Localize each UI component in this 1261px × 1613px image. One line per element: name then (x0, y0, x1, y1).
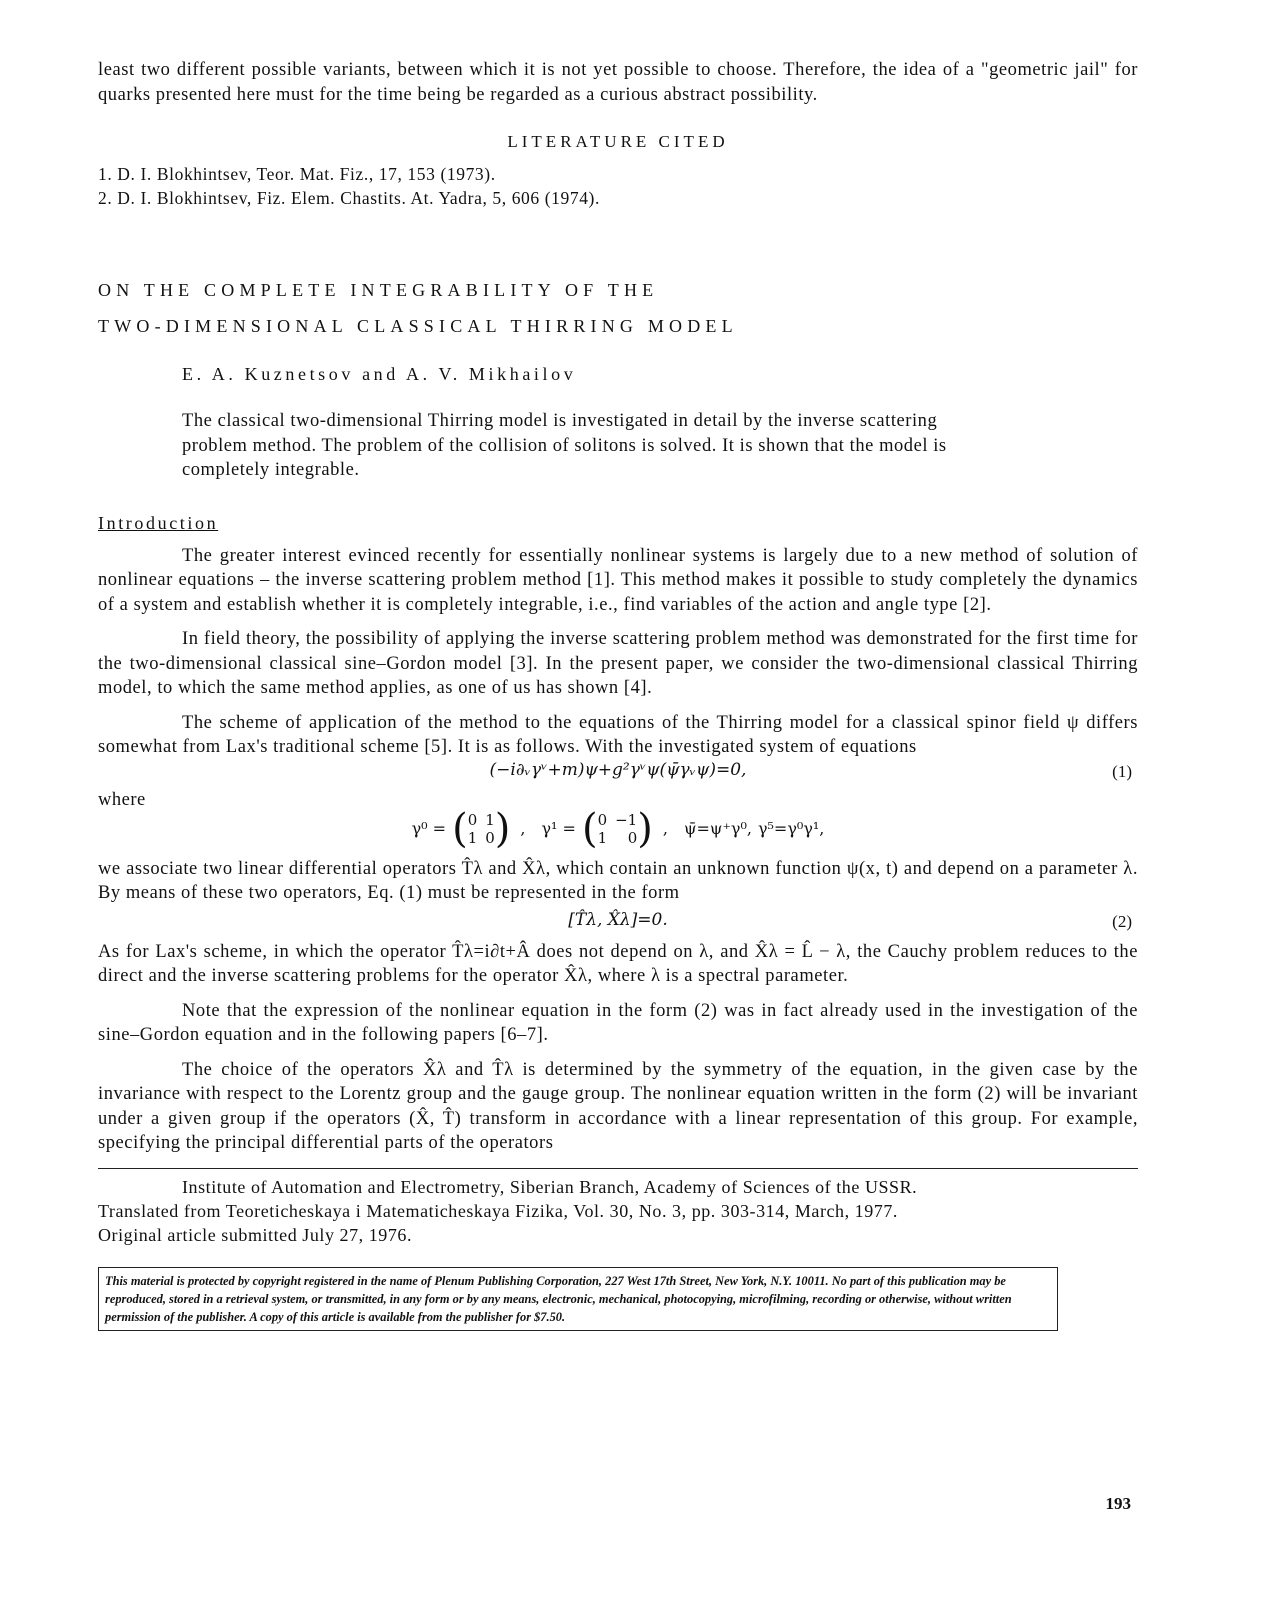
affiliation: Institute of Automation and Electrometry, Siberian Branch, Academy of Sciences of the USSR. (182, 1176, 918, 1197)
page-content (98, 58, 1138, 1331)
authors: E. A. Kuznetsov and A. V. Mikhailov (182, 364, 577, 384)
paragraph: we associate two linear differential operators T̂λ and X̂λ, which contain an unknown function ψ(x, t) and depend on a parameter λ. By means of these two operators, Eq. (1) must be represented in the form (98, 858, 1138, 903)
matrix-cell: 1 (467, 828, 478, 847)
article-title (98, 272, 1138, 344)
reference-list (98, 162, 1138, 210)
matrix-cell: 0 (597, 810, 608, 829)
reference-item: 2. D. I. Blokhintsev, Fiz. Elem. Chastits. At. Yadra, 5, 606 (1974). (98, 188, 600, 208)
gamma1-matrix (581, 805, 653, 852)
equation-number: (2) (1112, 911, 1132, 931)
footnote (98, 1175, 1138, 1247)
section-heading: Introduction (98, 512, 219, 533)
paragraph: The scheme of application of the method to the equations of the Thirring model for a classical spinor field ψ differs somewhat from Lax's traditional scheme [5]. It is as follows. With the investigated system of equations (98, 712, 1138, 757)
gamma-definitions (98, 805, 1138, 853)
matrix-cell: 1 (485, 810, 495, 829)
submission-date: Original article submitted July 27, 1976. (98, 1224, 413, 1245)
title-line: TWO-DIMENSIONAL CLASSICAL THIRRING MODEL (98, 316, 738, 336)
continued-paragraph: least two different possible variants, between which it is not yet possible to choose. Therefore, the idea of a "geometric jail" for quarks presented here must for the time being be regarded as a curious abstract possibility. (98, 60, 1138, 105)
matrix-cell: 0 (627, 828, 638, 847)
comma: , (662, 819, 668, 838)
matrix-cell: 0 (485, 828, 495, 847)
gamma0-label: γ⁰ = (411, 819, 447, 838)
page-number: 193 (1105, 1494, 1131, 1513)
left-paren-icon: ( (581, 805, 598, 852)
equation-body: [T̂λ, X̂λ]=0. (568, 909, 668, 930)
gamma1-label: γ¹ = (541, 819, 576, 838)
copyright-notice: This material is protected by copyright registered in the name of Plenum Publishing Corporation, 227 West 17th Street, New York, N.Y. 10011. No part of this publication may be reproduced, stored in a retrieval system, or transmitted, in any form or by any means, electronic, mechanical, photocopying, microfilming, recording or otherwise, without written permission of the publisher. A copy of this article is available from the publisher for $7.50. (98, 1267, 1058, 1331)
translation-source: Translated from Teoreticheskaya i Matematicheskaya Fizika, Vol. 30, No. 3, pp. 303-314, March, 1977. (98, 1200, 898, 1221)
right-paren-icon: ) (637, 805, 653, 852)
right-paren-icon: ) (494, 805, 511, 852)
title-line: ON THE COMPLETE INTEGRABILITY OF THE (98, 280, 659, 300)
paragraph: The choice of the operators X̂λ and T̂λ is determined by the symmetry of the equation, in the given case by the invariance with respect to the Lorentz group and the gauge group. The nonlinear equation written in the form (2) will be invariant under a given group if the operators (X̂, T̂) transform in accordance with a linear representation of this group. For example, specifying the principal differential parts of the operators (98, 1059, 1138, 1153)
left-paren-icon: ( (452, 805, 468, 852)
matrix-cell: 1 (597, 828, 608, 847)
reference-item: 1. D. I. Blokhintsev, Teor. Mat. Fiz., 17, 153 (1973). (98, 164, 496, 184)
paragraph: As for Lax's scheme, in which the operator T̂λ=i∂t+Â does not depend on λ, and X̂λ = L̂ − λ, the Cauchy problem reduces to the direct and the inverse scattering problems for the operator X̂λ, where λ is a spectral parameter. (98, 941, 1138, 986)
paragraph: In field theory, the possibility of applying the inverse scattering problem method was demonstrated for the first time for the two-dimensional classical sine–Gordon model [3]. In the present paper, we consider the two-dimensional classical Thirring model, to which the same method applies, as one of us has shown [4]. (98, 629, 1138, 698)
gamma0-matrix (452, 805, 511, 852)
paragraph: Note that the expression of the nonlinear equation in the form (2) was in fact already used in the investigation of the sine–Gordon equation and in the following papers [6–7]. (98, 1000, 1138, 1045)
where-label: where (98, 789, 146, 810)
matrix-cell: −1 (615, 810, 638, 829)
equation-body: (−i∂ᵥγᵛ+m)ψ+g²γᵛψ(ψ̄γᵥψ)=0, (489, 759, 747, 780)
footnote-divider (98, 1168, 1138, 1169)
comma: , (520, 819, 526, 838)
equation-number: (1) (1112, 761, 1132, 781)
literature-heading: LITERATURE CITED (507, 132, 729, 151)
equation-2 (98, 910, 1138, 940)
paragraph: The greater interest evinced recently for essentially nonlinear systems is largely due to a new method of solution of nonlinear equations – the inverse scattering problem method [1]. This method makes it possible to study completely the dynamics of a system and establish whether it is completely integrable, i.e., find variables of the action and angle type [2]. (98, 545, 1138, 615)
equation-1 (98, 760, 1138, 790)
gamma5-definition: γ⁵=γ⁰γ¹, (757, 819, 825, 838)
psi-bar-definition: ψ̄=ψ⁺γ⁰, (683, 819, 752, 838)
abstract: The classical two-dimensional Thirring model is investigated in detail by the inverse scattering problem method. The problem of the collision of solitons is solved. It is shown that the model is completely integrable. (182, 411, 947, 480)
matrix-cell: 0 (467, 810, 478, 829)
